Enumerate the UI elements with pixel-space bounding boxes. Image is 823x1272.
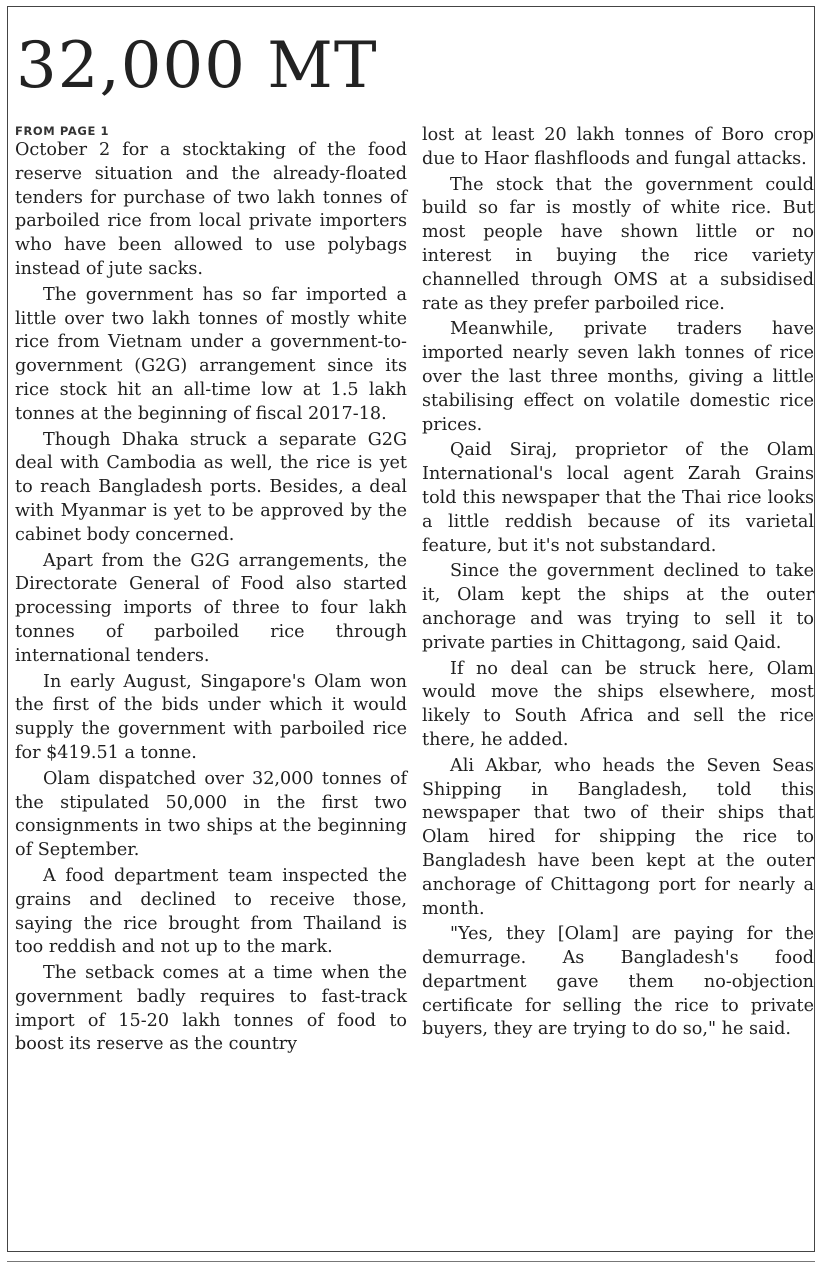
left-column bbox=[15, 124, 407, 1057]
paragraph: October 2 for a stocktaking of the food reserve situation and the already-floated tenders for purchase of two lakh tonnes of parboiled rice from local private importers who have been allowed to use polybags instead of jute sacks. bbox=[15, 140, 407, 279]
paragraph: Since the government declined to take it, Olam kept the ships at the outer anchorage and was trying to sell it to private parties in Chittagong, said Qaid. bbox=[422, 561, 814, 653]
paragraph: Ali Akbar, who heads the Seven Seas Shipping in Bangladesh, told this newspaper that two of their ships that Olam hired for shipping the rice to Bangladesh have been kept at the outer anchorage of Chittagong port for nearly a month. bbox=[422, 755, 814, 919]
paragraph: If no deal can be struck here, Olam would move the ships elsewhere, most likely to South Africa and sell the rice there, he added. bbox=[422, 658, 814, 750]
right-column bbox=[422, 124, 814, 1042]
paragraph: Though Dhaka struck a separate G2G deal with Cambodia as well, the rice is yet to reach Bangladesh ports. Besides, a deal with Myanmar is yet to be approved by the cabinet body concerned. bbox=[15, 429, 407, 545]
paragraph: "Yes, they [Olam] are paying for the demurrage. As Bangladesh's food department gave them no-objection certificate for selling the rice to private buyers, they are trying to do so," he said. bbox=[422, 924, 814, 1040]
paragraph: The stock that the government could build so far is mostly of white rice. But most people have shown little or no interest in buying the rice variety channelled through OMS at a subsidised rate as they prefer parboiled rice. bbox=[422, 174, 814, 314]
paragraph: lost at least 20 lakh tonnes of Boro crop due to Haor flashfloods and fungal attacks. bbox=[422, 125, 814, 169]
paragraph: The government has so far imported a little over two lakh tonnes of mostly white rice from Vietnam under a government-to-government (G2G) arrangement since its rice stock hit an all-time low at 1.5 lakh tonnes at the beginning of fiscal 2017-18. bbox=[15, 284, 407, 424]
paragraph: Olam dispatched over 32,000 tonnes of the stipulated 50,000 in the first two consignments in two ships at the beginning of September. bbox=[15, 768, 407, 861]
headline: 32,000 MT bbox=[16, 29, 378, 103]
kicker: FROM PAGE 1 bbox=[15, 124, 110, 138]
paragraph: Meanwhile, private traders have imported nearly seven lakh tonnes of rice over the last three months, giving a little stabilising effect on volatile domestic rice prices. bbox=[422, 319, 814, 435]
paragraph: In early August, Singapore's Olam won the first of the bids under which it would supply the government with parboiled rice for $419.51 a tonne. bbox=[15, 671, 407, 763]
paragraph: A food department team inspected the grains and declined to receive those, saying the rice brought from Thailand is too reddish and not up to the mark. bbox=[15, 865, 407, 958]
paragraph: Apart from the G2G arrangements, the Directorate General of Food also started processing imports of three to four lakh tonnes of parboiled rice through international tenders. bbox=[15, 550, 407, 666]
bottom-rule bbox=[7, 1261, 815, 1262]
paragraph: Qaid Siraj, proprietor of the Olam International's local agent Zarah Grains told this newspaper that the Thai rice looks a little reddish because of its varietal feature, but it's not substandard. bbox=[422, 440, 814, 556]
paragraph: The setback comes at a time when the government badly requires to fast-track import of 15-20 lakh tonnes of food to boost its reserve as the country bbox=[15, 963, 407, 1055]
